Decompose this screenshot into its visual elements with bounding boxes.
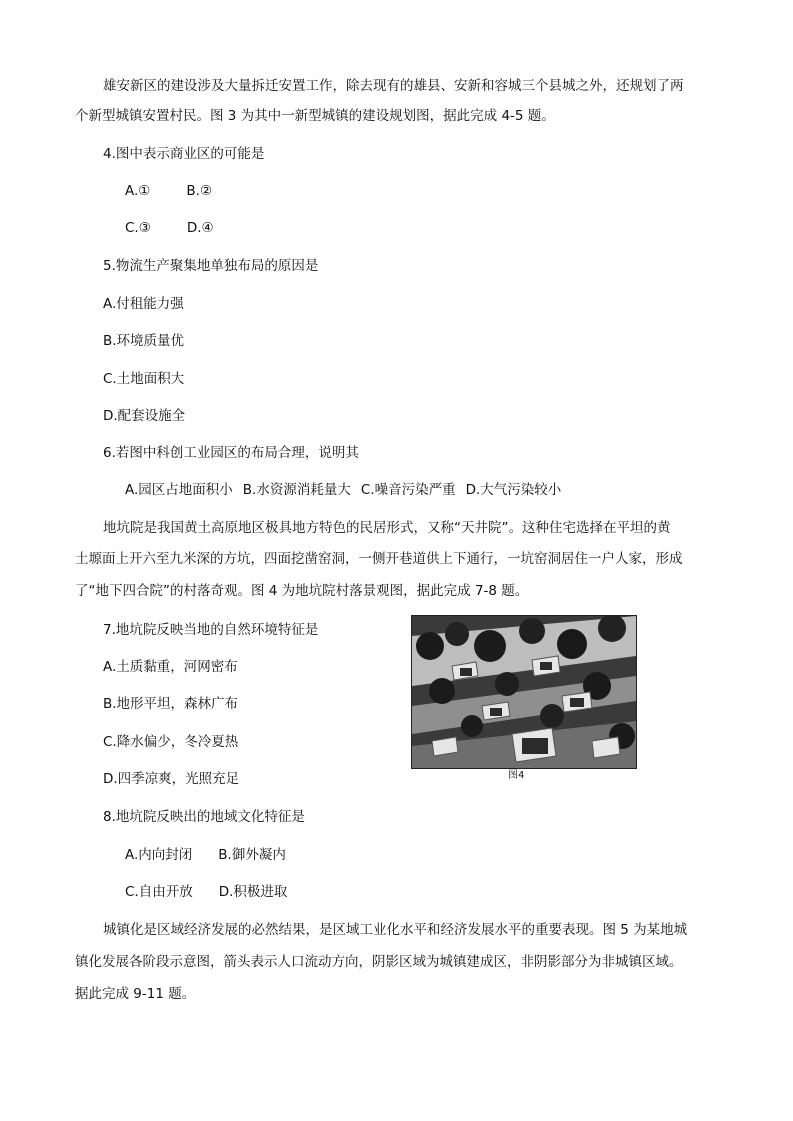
intro2-line2: 土塬面上开六至九米深的方坑，四面挖凿窑洞，一侧开巷道供上下通行，一坑窑洞居住一户人家，形成 [75,551,683,567]
q8-stem: 8.地坑院反映出的地域文化特征是 [103,809,305,825]
q6-option-c: C.噪音污染严重 [360,482,456,498]
intro1-line2: 个新型城镇安置村民。图 3 为其中一新型城镇的建设规划图，据此完成 4-5 题。 [75,108,555,124]
intro3-line3: 据此完成 9-11 题。 [75,986,196,1002]
figure4-photo [411,615,637,769]
q4-options-row1 [125,181,212,201]
q7-option-d: D.四季凉爽，光照充足 [103,771,240,787]
q7-stem: 7.地坑院反映当地的自然环境特征是 [103,622,319,638]
q4-option-b: B.② [186,183,213,199]
q5-option-d: D.配套设施全 [103,408,186,424]
q7-option-b: B.地形平坦，森林广布 [103,696,239,712]
village-aerial-image [412,616,636,768]
figure4-caption: 图4 [508,770,525,781]
q8-option-d: D.积极进取 [218,884,288,900]
q6-option-b: B.水资源消耗量大 [242,482,351,498]
intro2-line3: 了“地下四合院”的村落奇观。图 4 为地坑院村落景观图，据此完成 7-8 题。 [75,583,529,599]
q6-option-d: D.大气污染较小 [465,482,562,498]
intro3-line2: 镇化发展各阶段示意图，箭头表示人口流动方向，阴影区域为城镇建成区，非阴影部分为非城镇区域。 [75,954,683,970]
q5-stem: 5.物流生产聚集地单独布局的原因是 [103,258,319,274]
q4-options-row2 [125,218,214,238]
q7-option-c: C.降水偏少，冬冷夏热 [103,734,239,750]
q6-option-a: A.园区占地面积小 [125,482,233,498]
q5-option-c: C.土地面积大 [103,371,185,387]
q5-option-b: B.环境质量优 [103,333,185,349]
q4-option-c: C.③ [125,220,151,236]
intro1-line1: 雄安新区的建设涉及大量拆迁安置工作，除去现有的雄县、安新和容城三个县城之外，还规划了两 [103,78,684,94]
q8-options-row1 [125,845,286,865]
q4-option-a: A.① [125,183,151,199]
intro2-line1: 地坑院是我国黄土高原地区极具地方特色的民居形式，又称“天井院”。这种住宅选择在平坦的黄 [103,520,671,536]
q5-option-a: A.付租能力强 [103,296,184,312]
q6-options-row [125,480,561,500]
q8-option-c: C.自由开放 [125,884,193,900]
intro3-line1: 城镇化是区域经济发展的必然结果，是区域工业化水平和经济发展水平的重要表现。图 5 为某地城 [103,922,688,938]
q8-options-row2 [125,882,287,902]
q8-option-a: A.内向封闭 [125,847,193,863]
q7-option-a: A.土质黏重，河网密布 [103,659,238,675]
q6-stem: 6.若图中科创工业园区的布局合理，说明其 [103,445,359,461]
q4-option-d: D.④ [186,220,214,236]
q4-stem: 4.图中表示商业区的可能是 [103,146,265,162]
q8-option-b: B.御外凝内 [218,847,286,863]
